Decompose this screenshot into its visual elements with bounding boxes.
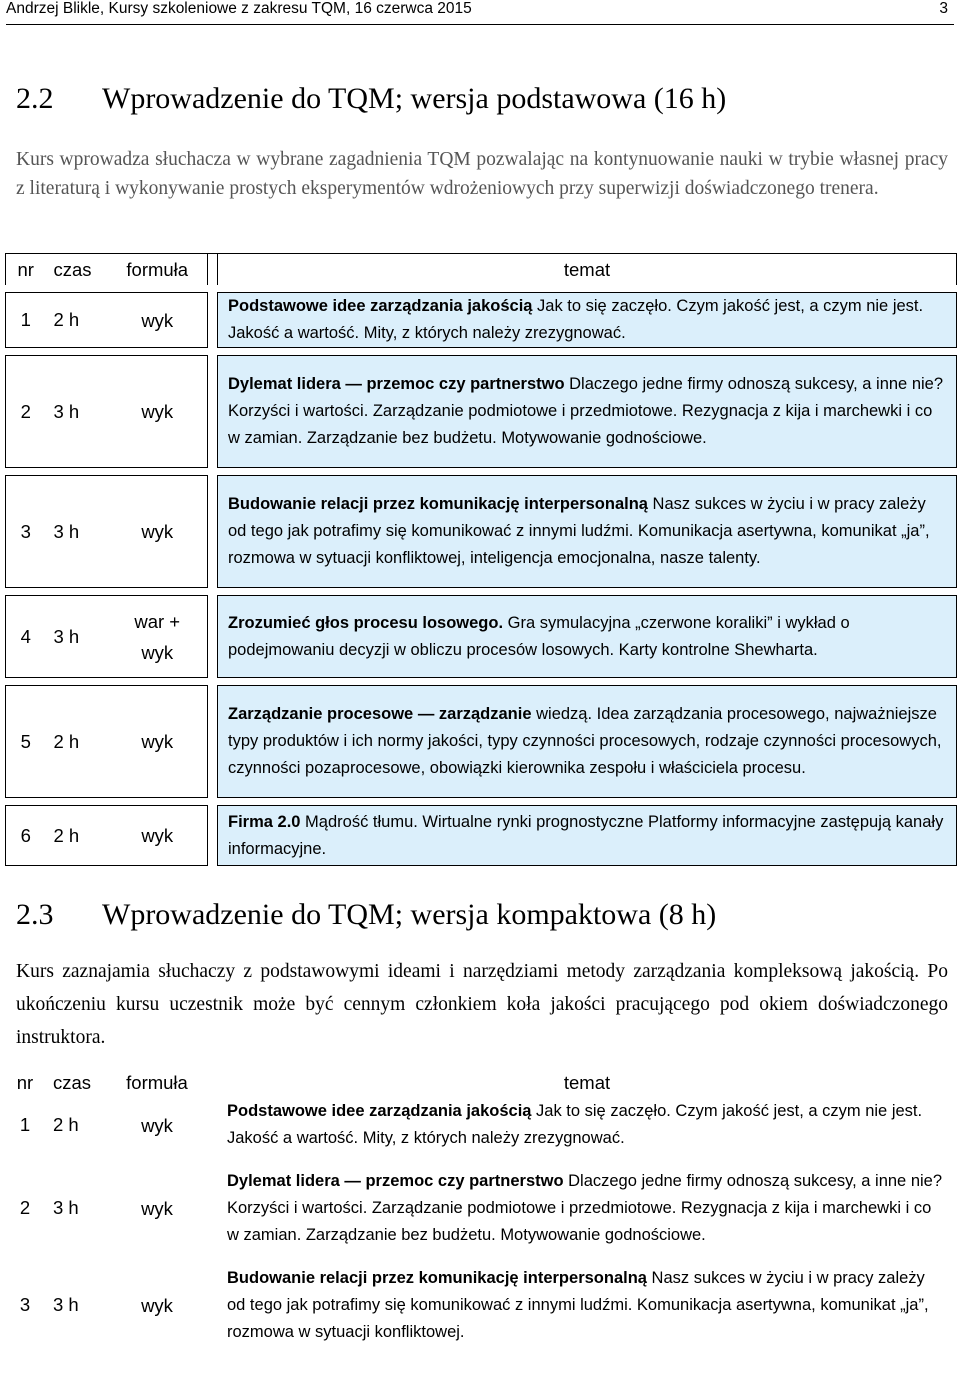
row-topic [217, 1098, 957, 1152]
table-row [5, 1152, 957, 1264]
topic-lead: Firma 2.0 [228, 812, 301, 831]
header-temat: temat [563, 1071, 611, 1093]
topic-body: Mądrość tłumu. Wirtualne rynki prognostyczne Platformy informacyjne zastępują kanały informacyjne. [228, 812, 944, 858]
section-number: 2.2 [16, 82, 54, 115]
row-nr: 1 [6, 293, 46, 348]
topic-body: Nasz sukces w życiu i w pracy zależy od tego jak potrafimy się komunikować z innymi ludźmi. Komunikacja asertywna, komunikat „ja”, rozmowa w sytuacji konfliktowej. [227, 1268, 929, 1341]
topic-lead: Dylemat lidera — przemoc czy partnerstwo [228, 375, 565, 393]
header-czas: czas [53, 1071, 92, 1093]
section-title [16, 898, 716, 932]
row-nr: 5 [6, 686, 46, 798]
row-czas: 3 h [46, 596, 108, 678]
header-formula: formuła [108, 254, 208, 286]
row-nr: 6 [6, 806, 46, 866]
table-row [5, 1098, 957, 1152]
row-formula: wyk [141, 1294, 173, 1316]
page-number: 3 [939, 0, 948, 17]
row-czas: 3 h [46, 476, 108, 588]
row-czas: 2 h [53, 1114, 79, 1135]
course-table [5, 253, 957, 866]
row-formula: wyk [108, 806, 208, 866]
row-topic [218, 293, 957, 348]
topic-lead: Budowanie relacji przez komunikację interpersonalną [227, 1268, 647, 1287]
header-temat: temat [218, 254, 957, 286]
topic-body: Jak to się zaczęło. Czym jakość jest, a czym nie jest. Jakość a wartość. Mity, z których należy zrezygnować. [227, 1102, 923, 1147]
row-czas: 2 h [46, 686, 108, 798]
table-row [6, 293, 957, 348]
table-row [6, 596, 957, 678]
row-topic [218, 686, 957, 798]
header-nr: nr [6, 254, 46, 286]
row-topic [218, 596, 957, 678]
row-formula: war + wyk [108, 596, 208, 678]
row-nr: 3 [6, 476, 46, 588]
topic-lead: Podstawowe idee zarządzania jakością [228, 297, 533, 315]
topic-body: Gra symulacyjna „czerwone koraliki” i wykład o podejmowaniu decyzji w obliczu procesów losowych. Karty kontrolne Shewharta. [228, 613, 850, 659]
header-nr: nr [16, 1071, 34, 1093]
row-nr: 2 [19, 1197, 31, 1218]
row-czas: 3 h [53, 1294, 79, 1315]
row-czas: 3 h [53, 1197, 79, 1218]
topic-body: Dlaczego jedne firmy odnoszą sukcesy, a inne nie? Korzyści i wartości. Zarządzanie podmiotowe i przedmiotowe. Rezygnacja z kija i marchewki i co w zamian. Zarządzanie bez budżetu. Motywowanie godnościowe. [228, 375, 944, 447]
table-row [6, 476, 957, 588]
topic-body: Nasz sukces w życiu i w pracy zależy od tego jak potrafimy się komunikować z innymi ludźmi. Komunikacja asertywna, komunikat „ja”, rozmowa w sytuacji konfliktowej, inteligencja emocjonalna, nasze talenty. [228, 495, 930, 567]
header-czas: czas [46, 254, 108, 286]
row-formula: wyk [108, 686, 208, 798]
table-row [6, 686, 957, 798]
row-czas: 2 h [46, 293, 108, 348]
row-formula: wyk [108, 356, 208, 468]
row-formula: wyk [141, 1197, 173, 1219]
section-intro: Kurs zaznajamia słuchaczy z podstawowymi ideami i narzędziami metody zarządzania kompleksową jakością. Po ukończeniu kursu uczestnik może być cennym członkiem koła jakości pracującego pod okiem doświadczonego instruktora. [16, 961, 948, 1048]
topic-body: wiedzą. Idea zarządzania procesowego, najważniejsze typy produktów i ich normy jakości, typy czynności procesowych, rodzaje czynności procesowych, czynności pozaprocesowe, obowiązki kierownika zespołu i właściciela procesu. [228, 705, 942, 777]
course-table [5, 1067, 957, 1346]
section-intro: Kurs wprowadza słuchacza w wybrane zagadnienia TQM pozwalając na kontynuowanie nauki w trybie własnej pracy z literaturą i wykonywanie prostych eksperymentów wdrożeniowych przy superwizji doświadczonego trenera. [16, 149, 948, 199]
section-title-text: Wprowadzenie do TQM; wersja kompaktowa (8 h) [102, 898, 717, 931]
row-topic [218, 356, 957, 468]
row-formula: wyk [108, 293, 208, 348]
header-formula: formuła [126, 1072, 188, 1093]
section-title [16, 82, 726, 116]
header-text: Andrzej Blikle, Kursy szkoleniowe z zakresu TQM, 16 czerwca 2015 [6, 0, 472, 17]
row-topic [217, 1264, 957, 1346]
topic-body: Jak to się zaczęło. Czym jakość jest, a czym nie jest. Jakość a wartość. Mity, z których należy zrezygnować. [228, 297, 924, 342]
row-nr: 4 [6, 596, 46, 678]
topic-body: Dlaczego jedne firmy odnoszą sukcesy, a inne nie? Korzyści i wartości. Zarządzanie podmiotowe i przedmiotowe. Rezygnacja z kija i marchewki i co w zamian. Zarządzanie bez budżetu. Motywowanie godnościowe. [227, 1171, 943, 1244]
table-row [6, 806, 957, 866]
topic-lead: Budowanie relacji przez komunikację interpersonalną [228, 495, 648, 513]
row-topic [218, 476, 957, 588]
row-nr: 1 [19, 1114, 31, 1135]
row-formula: wyk [108, 476, 208, 588]
topic-lead: Podstawowe idee zarządzania jakością [227, 1102, 532, 1120]
page-header [6, 0, 954, 25]
table-row [6, 356, 957, 468]
topic-lead: Dylemat lidera — przemoc czy partnerstwo [227, 1171, 564, 1190]
row-czas: 3 h [46, 356, 108, 468]
topic-lead: Zarządzanie procesowe — zarządzanie [228, 705, 532, 723]
row-topic [218, 806, 957, 866]
row-nr: 3 [19, 1294, 31, 1315]
topic-lead: Zrozumieć głos procesu losowego. [228, 613, 504, 632]
row-topic [217, 1152, 957, 1264]
row-formula: wyk [141, 1114, 173, 1136]
section-title-text: Wprowadzenie do TQM; wersja podstawowa (16 h) [102, 82, 727, 115]
table-row [5, 1264, 957, 1346]
row-nr: 2 [6, 356, 46, 468]
section-number: 2.3 [16, 898, 54, 931]
row-czas: 2 h [46, 806, 108, 866]
